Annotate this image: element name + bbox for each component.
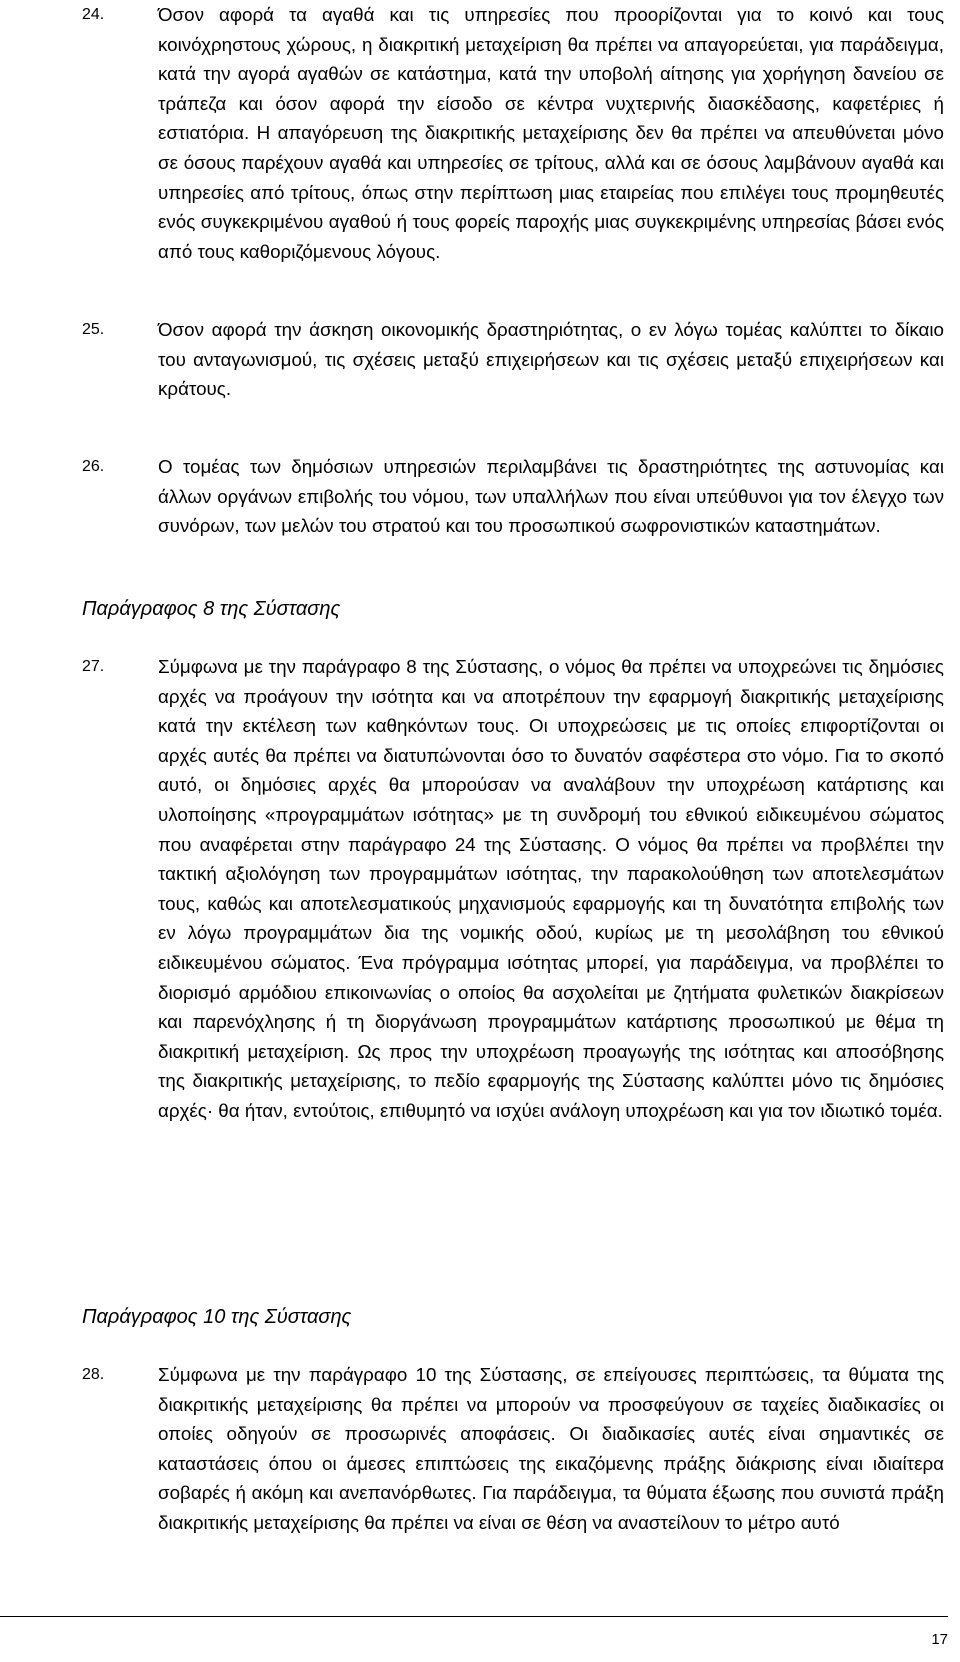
- section-heading-paragraph-8: Παράγραφος 8 της Σύστασης: [82, 598, 341, 620]
- paragraph-number: 27.: [82, 658, 105, 675]
- paragraph-text: Ο τομέας των δημόσιων υπηρεσιών περιλαμβάνει τις δραστηριότητες της αστυνομίας και άλλων οργάνων επιβολής του νόμου, των υπαλλήλων που είναι υπεύθυνοι για τον έλεγχο των συνόρων, των μελών του στρατού και του προσωπικού σωφρονιστικών καταστημάτων.: [158, 456, 944, 537]
- paragraph-number: 25.: [82, 321, 105, 338]
- footer-divider: [0, 1616, 948, 1617]
- paragraph-number: 26.: [82, 458, 105, 475]
- section-heading-paragraph-10: Παράγραφος 10 της Σύστασης: [82, 1306, 352, 1328]
- paragraph-text: Όσον αφορά την άσκηση οικονομικής δραστηριότητας, ο εν λόγω τομέας καλύπτει το δίκαιο του ανταγωνισμού, τις σχέσεις μεταξύ επιχειρήσεων και τις σχέσεις μεταξύ επιχειρήσεων και κράτους.: [158, 319, 944, 400]
- paragraph-number: 28.: [82, 1366, 105, 1383]
- paragraph-text: Σύμφωνα με την παράγραφο 10 της Σύστασης, σε επείγουσες περιπτώσεις, τα θύματα της διακριτικής μεταχείρισης θα πρέπει να μπορούν να προσφεύγουν σε ταχείες διαδικασίες οι οποίες οδηγούν σε προσωρινές αποφάσεις. Οι διαδικασίες αυτές είναι σημαντικές σε καταστάσεις όπου οι άμεσες επιπτώσεις της εικαζόμενης πράξης διάκρισης είναι ιδιαίτερα σοβαρές ή ακόμη και ανεπανόρθωτες. Για παράδειγμα, τα θύματα έξωσης που συνιστά πράξη διακριτικής μεταχείρισης θα πρέπει να είναι σε θέση να αναστείλουν το μέτρο αυτό: [158, 1364, 944, 1533]
- paragraph-27: [82, 652, 944, 1126]
- paragraph-text: Σύμφωνα με την παράγραφο 8 της Σύστασης, ο νόμος θα πρέπει να υποχρεώνει τις δημόσιες αρχές να προάγουν την ισότητα και να αποτρέπουν την εφαρμογή διακριτικής μεταχείρισης κατά την εκτέλεση των καθηκόντων τους. Οι υποχρεώσεις με τις οποίες επιφορτίζονται οι αρχές αυτές θα πρέπει να διατυπώνονται όσο το δυνατόν σαφέστερα στο νόμο. Για το σκοπό αυτό, οι δημόσιες αρχές θα μπορούσαν να αναλάβουν την υποχρέωση κατάρτισης και υλοποίησης «προγραμμάτων ισότητας» με τη συνδρομή του εθνικού ειδικευμένου σώματος που αναφέρεται στην παράγραφο 24 της Σύστασης. Ο νόμος θα πρέπει να προβλέπει την τακτική αξιολόγηση των προγραμμάτων ισότητας, την παρακολούθηση των αποτελεσμάτων τους, καθώς και αποτελεσματικούς μηχανισμούς εφαρμογής και τη δυνατότητα επιβολής των εν λόγω προγραμμάτων δια της νομικής οδού, κυρίως με τη μεσολάβηση του εθνικού ειδικευμένου σώματος. Ένα πρόγραμμα ισότητας μπορεί, για παράδειγμα, να προβλέπει το διορισμό αρμόδιου επικοινωνίας ο οποίος θα ασχολείται με ζητήματα φυλετικών διακρίσεων και παρενόχλησης ή τη διοργάνωση προγραμμάτων κατάρτισης προσωπικού με θέμα τη διακριτική μεταχείριση. Ως προς την υποχρέωση προαγωγής της ισότητας και αποσόβησης της διακριτικής μεταχείρισης, το πεδίο εφαρμογής της Σύστασης καλύπτει μόνο τις δημόσιες αρχές· θα ήταν, εντούτοις, επιθυμητό να ισχύει ανάλογη υποχρέωση και για τον ιδιωτικό τομέα.: [158, 656, 944, 1121]
- paragraph-text: Όσον αφορά τα αγαθά και τις υπηρεσίες που προορίζονται για το κοινό και τους κοινόχρηστους χώρους, η διακριτική μεταχείριση θα πρέπει να απαγορεύεται, για παράδειγμα, κατά την αγορά αγαθών σε κατάστημα, κατά την υποβολή αίτησης για χορήγηση δανείου σε τράπεζα και όσον αφορά την είσοδο σε κέντρα νυχτερινής διασκέδασης, καφετέριες ή εστιατόρια. Η απαγόρευση της διακριτικής μεταχείρισης δεν θα πρέπει να απευθύνεται μόνο σε όσους παρέχουν αγαθά και υπηρεσίες σε τρίτους, αλλά και σε όσους λαμβάνουν αγαθά και υπηρεσίες από τρίτους, όπως στην περίπτωση μιας εταιρείας που επιλέγει τους προμηθευτές ενός συγκεκριμένου αγαθού ή τους φορείς παροχής μιας συγκεκριμένης υπηρεσίας βάσει ενός από τους καθοριζόμενους λόγους.: [158, 4, 944, 262]
- paragraph-26: [82, 452, 944, 541]
- paragraph-24: [82, 0, 944, 266]
- paragraph-28: [82, 1360, 944, 1538]
- paragraph-number: 24.: [82, 6, 105, 23]
- page-number: 17: [931, 1631, 948, 1648]
- paragraph-25: [82, 315, 944, 404]
